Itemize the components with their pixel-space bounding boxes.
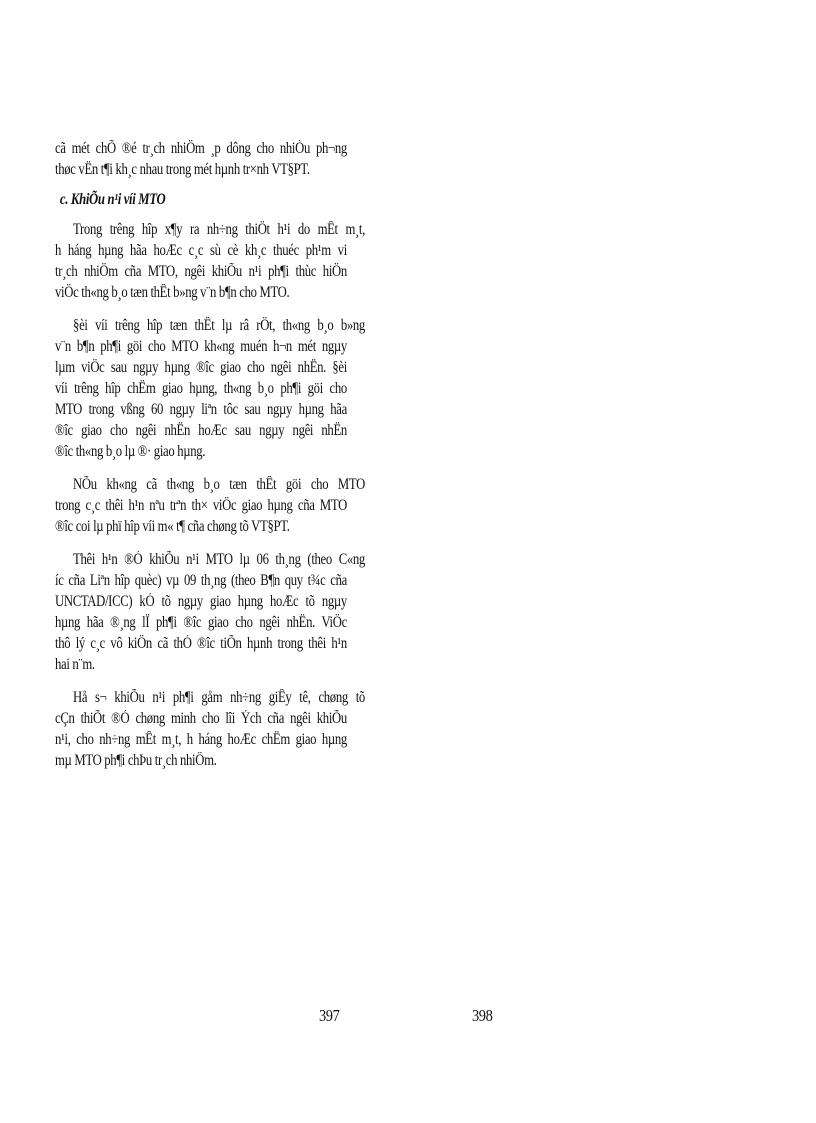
- text-line: §èi víi trêng hîp tæn thÊt lµ râ rÖt, th«ng b¸o b»ng: [73, 317, 365, 334]
- text-line: Hå s¬ khiÕu n¹i ph¶i gåm nh÷ng giÊy tê, chøng tõ: [73, 689, 365, 706]
- text-line: tr¸ch nhiÖm cña MTO, ngêi khiÕu n¹i ph¶i thùc hiÖn: [55, 263, 347, 280]
- text-line: Thêi h¹n ®Ó khiÕu n¹i MTO lµ 06 th¸ng (theo C«ng: [73, 551, 365, 568]
- text-line: thøc vËn t¶i kh¸c nhau trong mét hµnh tr×nh VT§PT.: [55, 161, 310, 178]
- text-line: cÇn thiÕt ®Ó chøng minh cho lîi Ých cña ngêi khiÕu: [55, 710, 347, 727]
- text-line: ®îc th«ng b¸o lµ ®· giao hµng.: [55, 443, 206, 460]
- page-number-right: 398: [472, 1006, 493, 1025]
- document-page: [55, 138, 365, 771]
- text-line: NÕu kh«ng cã th«ng b¸o tæn thÊt göi cho MTO: [73, 476, 365, 493]
- text-line: v¨n b¶n ph¶i göi cho MTO kh«ng muén h¬n mét ngµy: [55, 338, 347, 355]
- section-heading: c. KhiÕu n¹i víi MTO: [59, 191, 166, 208]
- text-line: UNCTAD/ICC) kÓ tõ ngµy giao hµng hoÆc tõ ngµy: [55, 593, 347, 610]
- text-line: lµm viÖc sau ngµy hµng ®îc giao cho ngêi nhËn. §èi: [55, 359, 347, 376]
- text-line: h háng hµng hãa hoÆc c¸c sù cè kh¸c thuéc ph¹m vi: [55, 242, 347, 259]
- text-line: íc cña Liªn hîp quèc) vµ 09 th¸ng (theo B¶n quy t¾c cña: [55, 572, 347, 589]
- text-line: ®îc coi lµ phï hîp víi m« t¶ cña chøng tõ VT§PT.: [55, 518, 290, 535]
- text-line: hai n¨m.: [55, 656, 95, 673]
- text-line: ®îc giao cho ngêi nhËn hoÆc sau ngµy ngêi nhËn: [55, 422, 347, 439]
- text-line: víi trêng hîp chËm giao hµng, th«ng b¸o ph¶i göi cho: [55, 380, 347, 397]
- text-line: Trong trêng hîp x¶y ra nh÷ng thiÖt h¹i do mÊt m¸t,: [73, 221, 365, 238]
- text-line: mµ MTO ph¶i chÞu tr¸ch nhiÖm.: [55, 752, 217, 769]
- text-line: thô lý c¸c vô kiÖn cã thÓ ®îc tiÕn hµnh trong thêi h¹n: [55, 635, 347, 652]
- text-line: viÖc th«ng b¸o tæn thÊt b»ng v¨n b¶n cho MTO.: [55, 284, 290, 301]
- text-line: hµng hãa ®¸ng lÏ ph¶i ®îc giao cho ngêi nhËn. ViÖc: [55, 614, 347, 631]
- text-line: MTO trong vßng 60 ngµy liªn tôc sau ngµy hµng hãa: [55, 401, 347, 418]
- text-line: n¹i, cho nh÷ng mÊt m¸t, h háng hoÆc chËm giao hµng: [55, 731, 347, 748]
- text-line: cã mét chÕ ®é tr¸ch nhiÖm ¸p dông cho nhiÒu ph¬ng: [55, 140, 347, 157]
- page-number-left: 397: [319, 1006, 340, 1025]
- text-line: trong c¸c thêi h¹n nªu trªn th× viÖc giao hµng cña MTO: [55, 497, 347, 514]
